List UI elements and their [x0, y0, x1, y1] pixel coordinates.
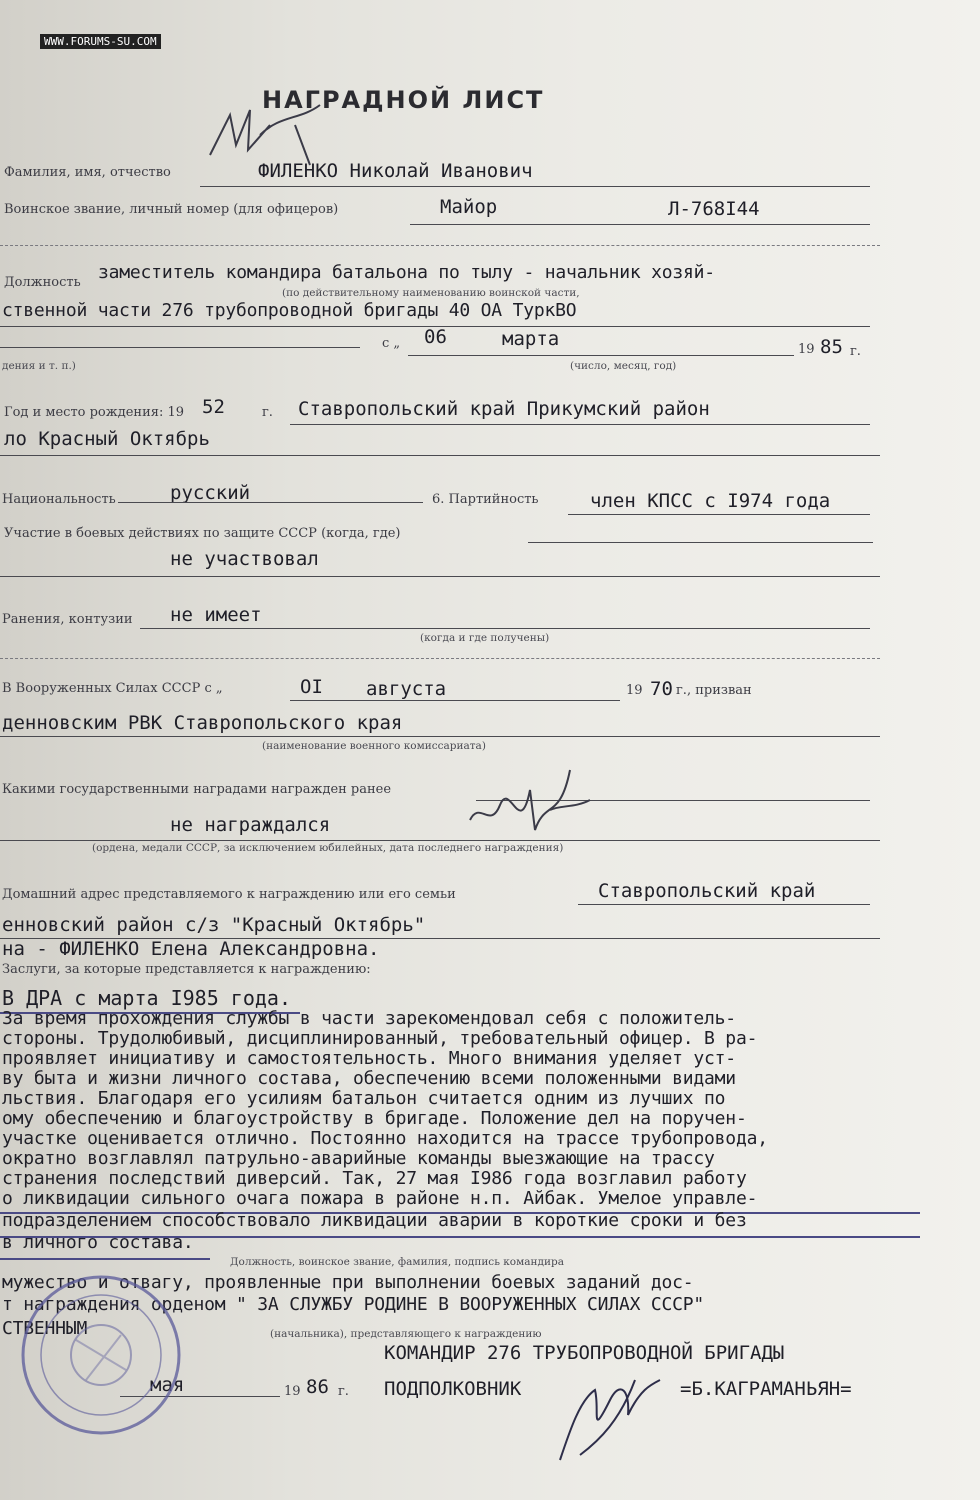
since-month: марта — [502, 328, 560, 350]
dashed-line-1 — [0, 245, 880, 246]
merits-line-1: За время прохождения службы в части зарекомендовал себя с положитель- — [2, 1008, 736, 1029]
fio-value: ФИЛЕНКО Николай Иванович — [258, 160, 533, 182]
wounds-rule — [140, 628, 870, 629]
since-rule — [408, 355, 794, 356]
address-value3: на - ФИЛЕНКО Елена Александровна. — [2, 938, 380, 960]
position-label: Должность — [4, 275, 81, 290]
service-month: августа — [366, 678, 447, 700]
party-rule — [568, 514, 870, 515]
nationality-value: русский — [170, 482, 251, 504]
address-label: Домашний адрес представляемого к награждению или его семьи — [2, 887, 456, 902]
merits-line-3: проявляет инициативу и самостоятельность. Много внимания уделяет уст- — [2, 1048, 736, 1069]
since-year: 85 — [820, 336, 843, 358]
combat-rule2 — [0, 576, 880, 577]
since-prefix: с „ — [382, 336, 401, 351]
commander-line2: ПОДПОЛКОВНИК — [384, 1378, 522, 1400]
since-hint: (число, месяц, год) — [570, 360, 677, 372]
combat-label: Участие в боевых действиях по защите СССР (когда, где) — [4, 526, 401, 541]
merits-line-5: льствия. Благодаря его усилиям батальон считается одним из лучших по — [2, 1088, 726, 1109]
personal-number-value: Л-768I44 — [668, 198, 760, 220]
party-value: член КПСС с I974 года — [590, 490, 831, 512]
document-title: НАГРАДНОЙ ЛИСТ — [262, 86, 545, 114]
rank-value: Майор — [440, 196, 498, 218]
merits-line-12: в личного состава. — [2, 1232, 194, 1253]
rank-label: Воинское звание, личный номер (для офицеров) — [4, 202, 339, 217]
since-year-suffix: г. — [850, 344, 861, 359]
date-year: 86 — [306, 1376, 329, 1398]
wounds-label: Ранения, контузии — [2, 612, 133, 627]
merits-line-15: СТВЕННЫМ — [2, 1318, 88, 1339]
position-extra-rule — [0, 347, 360, 348]
birth-rule2 — [0, 455, 880, 456]
watermark: WWW.FORUMS-SU.COM — [40, 34, 161, 49]
combat-rule — [528, 542, 873, 543]
date-suffix: г. — [338, 1384, 349, 1399]
service-year: 70 — [650, 678, 673, 700]
official-seal-stamp — [16, 1270, 186, 1440]
merits-line-6: ому обеспечению и благоустройству в бригаде. Положение дел на поручен- — [2, 1108, 747, 1129]
position-line2: ственной части 276 трубопроводной бригады 40 ОА ТуркВО — [2, 300, 577, 321]
position-hint: (по действительному наименованию воинской части, — [282, 287, 580, 299]
commander-hint2: (начальника), представляющего к награждению — [270, 1328, 542, 1340]
birth-place: Ставропольский край Прикумский район — [298, 398, 710, 420]
address-value2: енновский район с/з "Красный Октябрь" — [2, 914, 426, 936]
birth-rule — [290, 424, 870, 425]
rvk-value: денновским РВК Ставропольского края — [2, 712, 403, 734]
awards-rule2 — [0, 840, 880, 841]
fio-label: Фамилия, имя, отчество — [4, 165, 171, 180]
nationality-label: Национальность — [2, 492, 116, 507]
service-suffix: г., призван — [676, 683, 752, 698]
birth-suffix: г. — [262, 405, 273, 420]
address-value1: Ставропольский край — [598, 880, 816, 902]
since-day: 06 — [424, 326, 447, 348]
birth-place-line2: ло Красный Октябрь — [4, 428, 210, 450]
commander-signature — [540, 1360, 680, 1470]
dashed-line-2 — [0, 658, 880, 659]
commander-hint1: Должность, воинское звание, фамилия, подпись командира — [230, 1256, 565, 1268]
merits-line-0: В ДРА с марта I985 года. — [2, 986, 291, 1010]
awards-hint: (ордена, медали СССР, за исключением юбилейных, дата последнего награждения) — [92, 842, 564, 854]
signature-mid — [450, 760, 600, 850]
service-year-prefix: 19 — [626, 683, 643, 698]
rvk-hint: (наименование военного комиссариата) — [262, 740, 486, 752]
merits-line-4: ву быта и жизни личного состава, обеспечению всеми положенными видами — [2, 1068, 736, 1089]
service-day: OI — [300, 676, 323, 698]
merits-line-13: мужество и отвагу, проявленные при выполнении боевых заданий дос- — [2, 1272, 694, 1293]
address-rule1 — [578, 904, 870, 905]
merits-line-10: о ликвидации сильного очага пожара в районе н.п. Айбак. Умелое управле- — [2, 1188, 758, 1209]
merits-line-7: участке оценивается отлично. Постоянно находится на трассе трубопровода, — [2, 1128, 768, 1149]
merits-line-14: т награждения орденом " ЗА СЛУЖБУ РОДИНЕ В ВООРУЖЕННЫХ СИЛАХ СССР" — [2, 1294, 705, 1315]
position-line1: заместитель командира батальона по тылу - начальник хозяй- — [98, 262, 715, 283]
commander-line1: КОМАНДИР 276 ТРУБОПРОВОДНОЙ БРИГАДЫ — [384, 1342, 785, 1364]
party-label: 6. Партийность — [432, 492, 539, 507]
awards-value: не награждался — [170, 814, 331, 836]
awards-label: Какими государственными наградами награжден ранее — [2, 782, 392, 797]
date-month: мая — [150, 1374, 185, 1396]
wounds-hint: (когда и где получены) — [420, 632, 550, 644]
rank-line — [410, 224, 870, 225]
merits-line-9: странения последствий диверсий. Так, 27 мая I986 года возглавил работу — [2, 1168, 747, 1189]
combat-value: не участвовал — [170, 548, 319, 570]
merits-line-11: подразделением способствовало ликвидации аварии в короткие сроки и без — [2, 1210, 747, 1231]
service-rule — [290, 700, 620, 701]
commander-name: =Б.КАГРАМАНЬЯН= — [680, 1378, 852, 1400]
service-label: В Вооруженных Силах СССР с „ — [2, 681, 223, 696]
birth-year: 52 — [202, 396, 225, 418]
since-year-prefix: 19 — [798, 342, 815, 357]
merits-label: Заслуги, за которые представляется к награждению: — [2, 962, 371, 977]
nationality-rule — [118, 502, 423, 503]
merits-line-2: стороны. Трудолюбивый, дисциплинированный, требовательный офицер. В ра- — [2, 1028, 758, 1049]
merits-underline-12 — [0, 1258, 210, 1260]
merits-line-8: ократно возглавлял патрульно-аварийные команды выезжающие на трассу — [2, 1148, 715, 1169]
fio-line — [200, 186, 870, 187]
rvk-rule — [0, 736, 880, 737]
wounds-value: не имеет — [170, 604, 262, 626]
birth-label: Год и место рождения: 19 — [4, 405, 184, 420]
position-hint2: дения и т. п.) — [2, 360, 76, 372]
date-year-prefix: 19 — [284, 1384, 301, 1399]
